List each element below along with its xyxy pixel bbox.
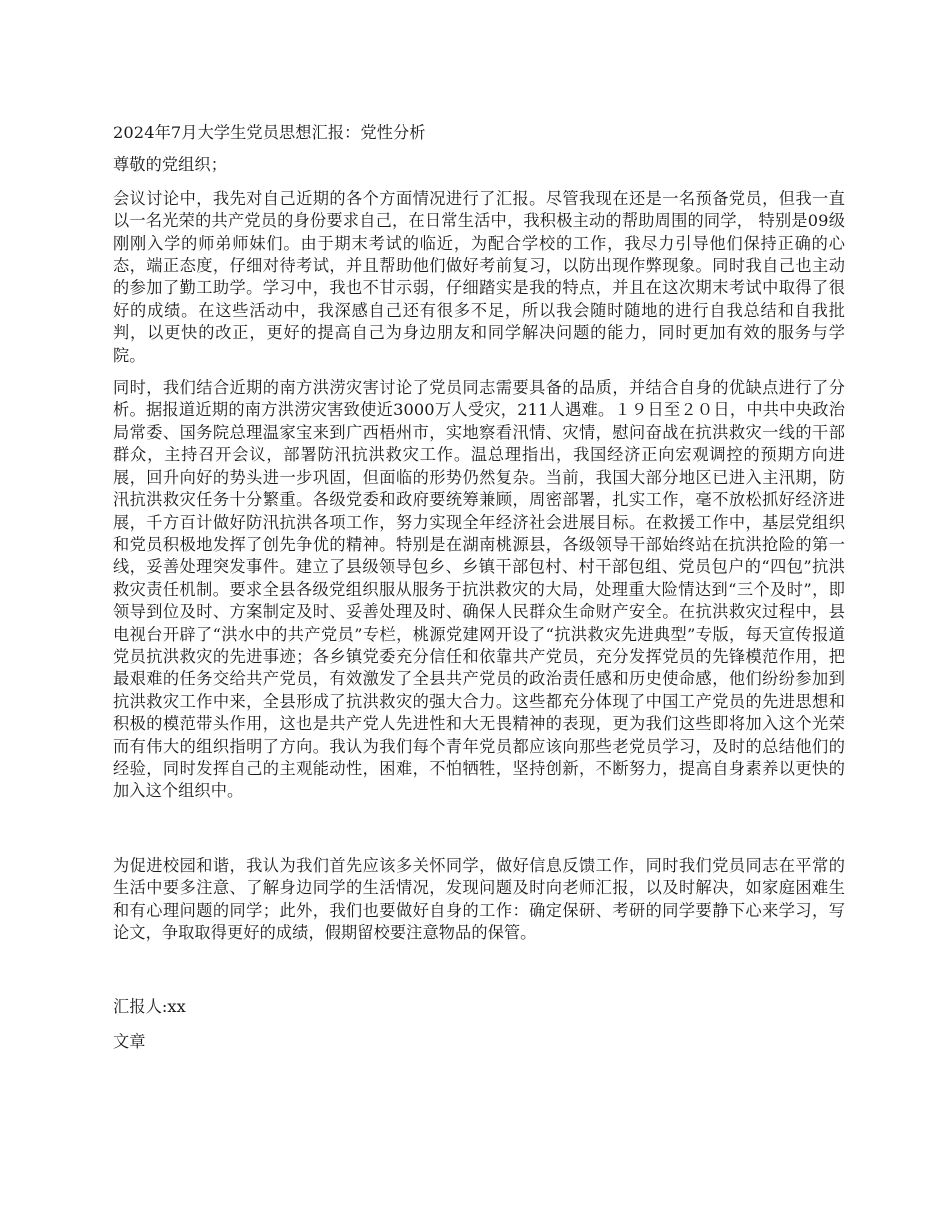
body-paragraph-2: 同时，我们结合近期的南方洪涝灾害讨论了党员同志需要具备的品质，并结合自身的优缺点进行了分析。据报道近期的南方洪涝灾害致使近3000万人受灾，211人遇难。１９日至２０日，中共中央政治局常委、国务院总理温家宝来到广西梧州市，实地察看汛情、灾情，慰问奋战在抗洪救灾一线的干部群众，主持召开会议，部署防汛抗洪救灾工作。温总理指出，我国经济正向宏观调控的预期方向进展，回升向好的势头进一步巩固，但面临的形势仍然复杂。当前，我国大部分地区已进入主汛期，防汛抗洪救灾任务十分繁重。各级党委和政府要统筹兼顾，周密部署，扎实工作，毫不放松抓好经济进展，千方百计做好防汛抗洪各项工作，努力实现全年经济社会进展目标。在救援工作中，基层党组织和党员积极地发挥了创先争优的精神。特别是在湖南桃源县，各级领导干部始终站在抗洪抢险的第一线，妥善处理突发事件。建立了县级领导包乡、乡镇干部包村、村干部包组、党员包户的“四包”抗洪救灾责任机制。要求全县各级党组织服从服务于抗洪救灾的大局，处理重大险情达到“三个及时”，即领导到位及时、方案制定及时、妥善处理及时、确保人民群众生命财产安全。在抗洪救灾过程中，县电视台开辟了“洪水中的共产党员”专栏，桃源党建网开设了“抗洪救灾先进典型”专版，每天宣传报道党员抗洪救灾的先进事迹；各乡镇党委充分信任和依靠共产党员，充分发挥党员的先锋模范作用，把最艰难的任务交给共产党员，有效激发了全县共产党员的政治责任感和历史使命感，他们纷纷参加到抗洪救灾工作中来，全县形成了抗洪救灾的强大合力。这些都充分体现了中国工产党员的先进思想和积极的模范带头作用，这也是共产党人先进性和大无畏精神的表现，更为我们这些即将加入这个光荣而有伟大的组织指明了方向。我认为我们每个青年党员都应该向那些老党员学习，及时的总结他们的经验，同时发挥自己的主观能动性，困难，不怕牺牲，坚持创新，不断努力，提高自身素养以更快的加入这个组织中。 [113,378,845,801]
document-title: 2024年7月大学生党员思想汇报：党性分析 [113,123,426,142]
reporter-signature: 汇报人:xx [113,997,186,1017]
document-page [113,122,845,1053]
salutation: 尊敬的党组织； [113,155,228,175]
body-paragraph-1: 会议讨论中，我先对自己近期的各个方面情况进行了汇报。尽管我现在还是一名预备党员，但我一直以一名光荣的共产党员的身份要求自己，在日常生活中，我积极主动的帮助周围的同学， 特别是09级刚刚入学的师弟师妹们。由于期末考试的临近，为配合学校的工作，我尽力引导他们保持正确的心态，端正态度，仔细对待考试，并且帮助他们做好考前复习，以防出现作弊现象。同时我自己也主动的参加了勤工助学。学习中，我也不甘示弱，仔细踏实是我的特点，并且在这次期末考试中取得了很好的成绩。在这些活动中，我深感自己还有很多不足，所以我会随时随地的进行自我总结和自我批判，以更快的改正，更好的提高自己为身边朋友和同学解决问题的能力，同时更加有效的服务与学院。 [113,188,845,365]
body-paragraph-3: 为促进校园和谐，我认为我们首先应该多关怀同学，做好信息反馈工作，同时我们党员同志在平常的生活中要多注意、了解身边同学的生活情况，发现问题及时向老师汇报，以及时解决，如家庭困难生和有心理问题的同学；此外，我们也要做好自身的工作：确定保研、考研的同学要静下心来学习，写论文，争取取得更好的成绩，假期留校要注意物品的保管。 [113,855,845,942]
footer-text: 文章 [113,1031,146,1051]
